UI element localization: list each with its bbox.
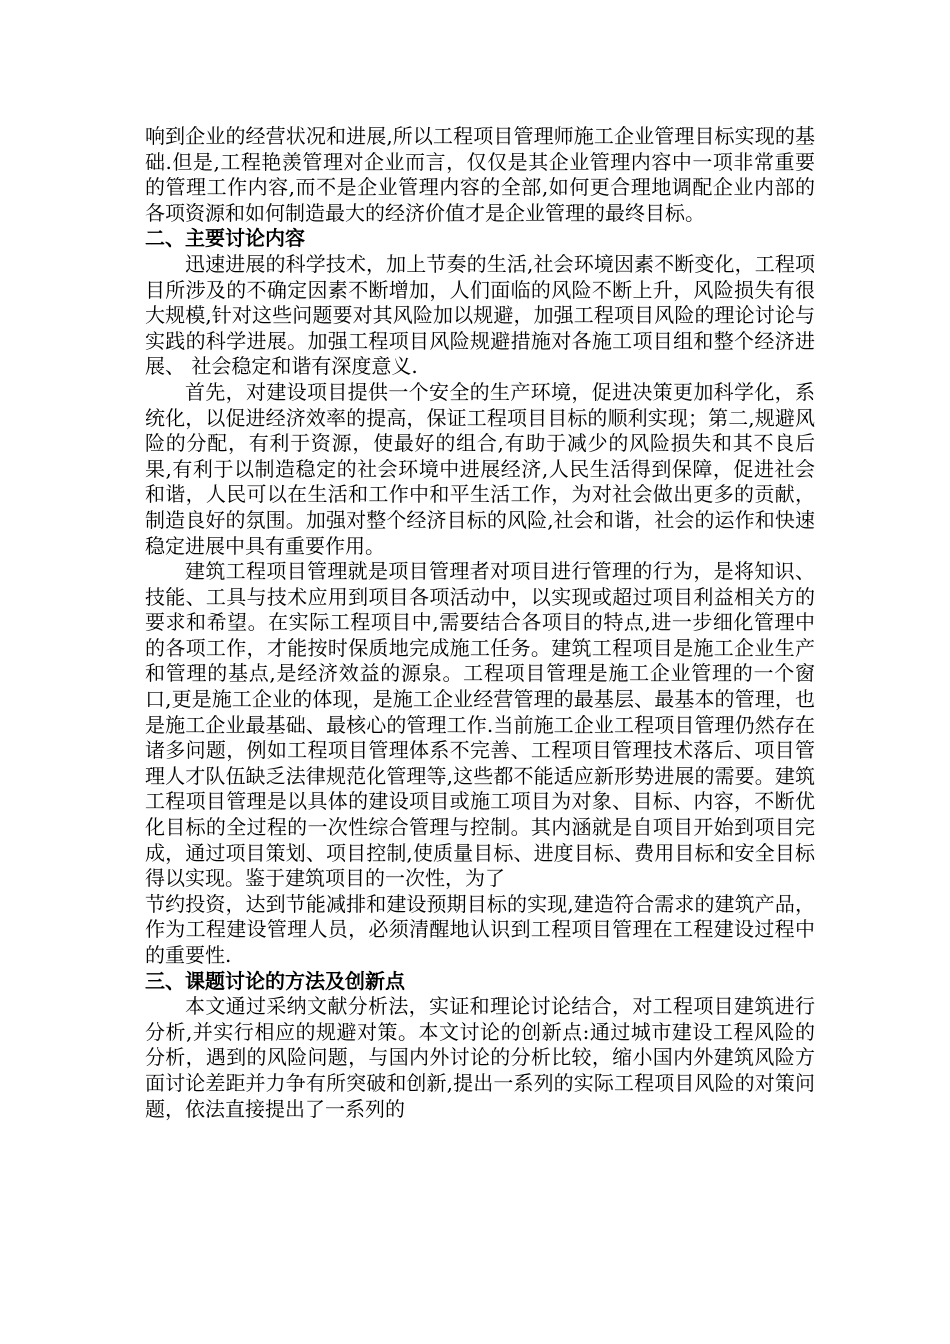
- paragraph-intro: 响到企业的经营状况和进展,所以工程项目管理师施工企业管理目标实现的基础.但是,工程艳羡管理对企业而言，仅仅是其企业管理内容中一项非常重要的管理工作内容,而不是企业管理内容的全部,如何更合理地调配企业内部的各项资源和如何制造最大的经济价值才是企业管理的最终目标。: [145, 124, 815, 225]
- paragraph-methods: 本文通过采纳文献分析法，实证和理论讨论结合，对工程项目建筑进行分析,并实行相应的规避对策。本文讨论的创新点:通过城市建设工程风险的分析，遇到的风险问题，与国内外讨论的分析比较，缩小国内外建筑风险方面讨论差距并力争有所突破和创新,提出一系列的实际工程项目风险的对策问题，依法直接提出了一系列的: [145, 994, 815, 1121]
- paragraph-project-management: 建筑工程项目管理就是项目管理者对项目进行管理的行为，是将知识、技能、工具与技术应用到项目各项活动中，以实现或超过项目利益相关方的要求和希望。在实际工程项目中,需要结合各项目的特点,进一步细化管理中的各项工作，才能按时保质地完成施工任务。建筑工程项目是施工企业生产和管理的基点,是经济效益的源泉。工程项目管理是施工企业管理的一个窗口,更是施工企业的体现，是施工企业经营管理的最基层、最基本的管理，也是施工企业最基础、最核心的管理工作.当前施工企业工程项目管理仍然存在诸多问题，例如工程项目管理体系不完善、工程项目管理技术落后、项目管理人才队伍缺乏法律规范化管理等,这些都不能适应新形势进展的需要。建筑工程项目管理是以具体的建设项目或施工项目为对象、目标、内容，不断优化目标的全过程的一次性综合管理与控制。其内涵就是自项目开始到项目完成，通过项目策划、项目控制,使质量目标、进度目标、费用目标和安全目标得以实现。鉴于建筑项目的一次性，为了: [145, 559, 815, 891]
- section-heading-methods: 三、课题讨论的方法及创新点: [145, 968, 405, 993]
- section-heading-main-content: 二、主要讨论内容: [145, 226, 305, 251]
- document-page: [145, 124, 815, 1122]
- paragraph-risk-background: 迅速进展的科学技术，加上节奏的生活,社会环境因素不断变化，工程项目所涉及的不确定因素不断增加，人们面临的风险不断上升，风险损失有很大规模,针对这些问题要对其风险加以规避，加强工程项目风险的理论讨论与实践的科学进展。加强工程项目风险规避措施对各施工项目组和整个经济进展、 社会稳定和谐有深度意义.: [145, 251, 815, 379]
- paragraph-risk-benefits: 首先，对建设项目提供一个安全的生产环境，促进决策更加科学化，系统化，以促进经济效率的提高，保证工程项目目标的顺利实现；第二,规避风险的分配，有利于资源，使最好的组合,有助于减少的风险损失和其不良后果,有利于以制造稳定的社会环境中进展经济,人民生活得到保障，促进社会和谐，人民可以在生活和工作中和平生活工作，为对社会做出更多的贡献，制造良好的氛围。加强对整个经济目标的风险,社会和谐，社会的运作和快速稳定进展中具有重要作用。: [145, 379, 815, 558]
- paragraph-project-management-continued: 节约投资，达到节能减排和建设预期目标的实现,建造符合需求的建筑产品，作为工程建设管理人员，必须清醒地认识到工程项目管理在工程建设过程中的重要性.: [145, 891, 815, 967]
